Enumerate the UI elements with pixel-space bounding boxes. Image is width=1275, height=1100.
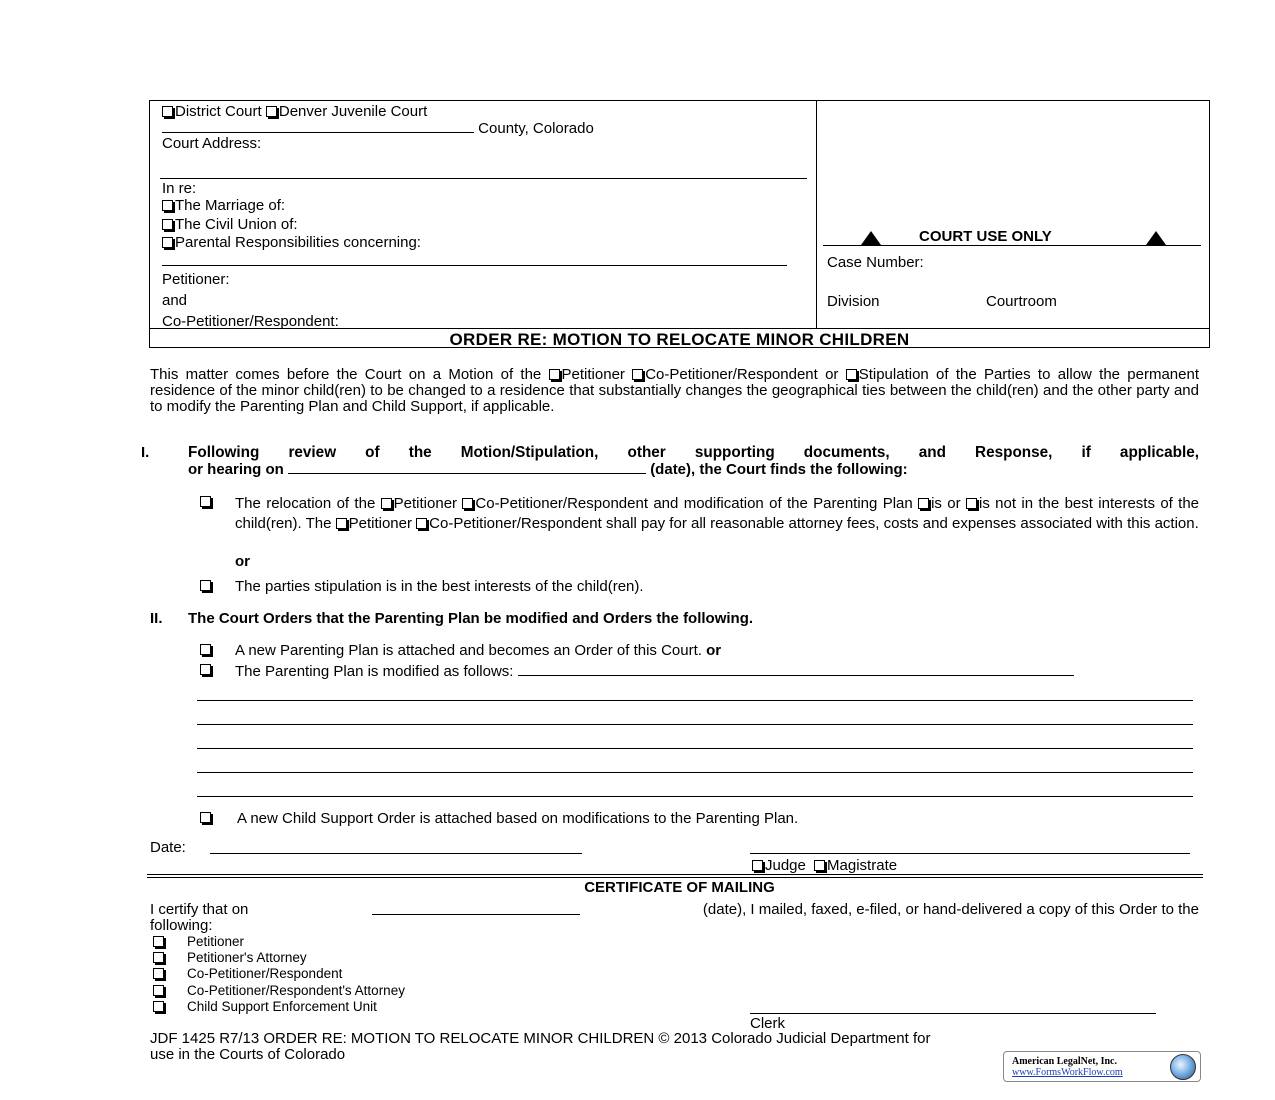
new-parenting-plan-or: or	[706, 642, 722, 659]
court-type-line	[162, 104, 427, 119]
relocation-petitioner-label: Petitioner	[393, 495, 458, 512]
parental-responsibilities-checkbox[interactable]	[162, 237, 173, 248]
fees-co-petitioner-checkbox[interactable]	[416, 518, 427, 529]
intro-co-petitioner-checkbox[interactable]	[632, 369, 643, 380]
certificate-title: CERTIFICATE OF MAILING	[584, 879, 775, 896]
marriage-label: The Marriage of:	[175, 197, 286, 214]
recipient-child-support-label: Child Support Enforcement Unit	[187, 999, 377, 1014]
new-parenting-plan-checkbox[interactable]	[200, 644, 211, 655]
section-1-numeral: I.	[141, 444, 150, 461]
county-suffix: County, Colorado	[478, 120, 594, 137]
county-blank[interactable]	[162, 120, 474, 133]
or-label: or	[235, 553, 250, 570]
relocation-petitioner-checkbox[interactable]	[381, 498, 392, 509]
mailing-date-blank[interactable]	[372, 902, 580, 915]
modified-plan-blank[interactable]	[518, 663, 1074, 676]
recipient-petitioner-attorney-checkbox[interactable]	[153, 952, 164, 963]
case-number-label: Case Number:	[827, 254, 924, 271]
finding-relocation-checkbox[interactable]	[200, 496, 211, 507]
is-not-checkbox[interactable]	[966, 498, 977, 509]
court-address-line[interactable]	[160, 178, 807, 179]
magistrate-checkbox[interactable]	[814, 860, 825, 871]
certificate-divider	[147, 874, 1203, 878]
certify-post: (date), I mailed, faxed, e-filed, or hand-delivered a copy of this Order to the	[702, 901, 1199, 918]
certify-line2: following:	[150, 917, 213, 934]
magistrate-label: Magistrate	[827, 857, 898, 874]
footer-line1: JDF 1425 R7/13 ORDER RE: MOTION TO RELOCATE MINOR CHILDREN © 2013 Colorado Judicial Department for	[150, 1030, 931, 1047]
recipient-co-petitioner-attorney	[153, 984, 405, 998]
fees-co-petitioner-label: Co-Petitioner/Respondent	[429, 515, 602, 532]
clerk-label: Clerk	[750, 1015, 786, 1032]
recipient-co-petitioner	[153, 967, 342, 981]
modification-line-2[interactable]	[197, 724, 1193, 725]
and-label: and	[162, 292, 188, 309]
petitioner-label: Petitioner:	[162, 271, 230, 288]
caption-box	[149, 100, 1210, 348]
intro-stipulation-label: Stipulation	[858, 366, 929, 383]
modified-plan-line	[235, 663, 1074, 679]
intro-petitioner-label: Petitioner	[561, 366, 625, 383]
denver-juvenile-court-checkbox[interactable]	[266, 106, 277, 117]
modification-line-5[interactable]	[197, 796, 1193, 797]
fees-petitioner-label: Petitioner	[348, 515, 412, 532]
civil-union-label: The Civil Union of:	[175, 216, 298, 233]
finding-relocation-text	[235, 494, 1199, 534]
marriage-checkbox[interactable]	[162, 200, 173, 211]
clerk-signature-line[interactable]	[750, 1013, 1156, 1014]
section-1-heading-line1: Following review of the Motion/Stipulation, other supporting documents, and Response, if applicable,	[188, 444, 1199, 461]
section-1-heading-line2	[188, 461, 908, 477]
recipient-co-petitioner-attorney-checkbox[interactable]	[153, 985, 164, 996]
recipient-petitioner-checkbox[interactable]	[153, 936, 164, 947]
footer-line2: use in the Courts of Colorado	[150, 1046, 346, 1063]
in-re-label: In re:	[162, 180, 197, 197]
modified-plan-checkbox[interactable]	[200, 664, 211, 675]
intro-stipulation-checkbox[interactable]	[846, 369, 857, 380]
new-parenting-plan-line	[235, 643, 721, 658]
judge-magistrate-line	[752, 858, 897, 873]
district-court-checkbox[interactable]	[162, 106, 173, 117]
recipient-child-support	[153, 1000, 377, 1014]
modified-plan-text: The Parenting Plan is modified as follows:	[235, 663, 514, 680]
fees-text: shall pay for all reasonable attorney fees, costs and expenses associated with this action.	[605, 515, 1199, 532]
child-support-checkbox[interactable]	[200, 812, 211, 823]
relocation-t3: Co-Petitioner/Respondent and modification of the Parenting Plan	[475, 495, 913, 512]
is-not-label: is not in the best interests of the child(ren). The	[235, 495, 1200, 532]
intro-petitioner-checkbox[interactable]	[549, 369, 560, 380]
stipulation-finding-text: The parties stipulation is in the best interests of the child(ren).	[235, 578, 644, 595]
in-re-civil-union	[162, 217, 298, 232]
caption-divider	[816, 100, 817, 329]
modification-line-3[interactable]	[197, 748, 1193, 749]
recipient-petitioner-attorney-label: Petitioner's Attorney	[187, 950, 307, 965]
district-court-label: District Court	[175, 103, 262, 120]
date-label: Date:	[150, 839, 186, 856]
intro-paragraph	[150, 367, 1199, 415]
fees-petitioner-checkbox[interactable]	[336, 518, 347, 529]
stipulation-finding-checkbox[interactable]	[200, 580, 211, 591]
judge-label: Judge	[765, 857, 806, 874]
in-re-marriage	[162, 198, 285, 213]
hearing-on-label: or hearing on	[188, 461, 284, 478]
is-checkbox[interactable]	[918, 498, 929, 509]
party-names-line[interactable]	[162, 265, 787, 266]
judge-checkbox[interactable]	[752, 860, 763, 871]
section-2-numeral: II.	[150, 610, 163, 627]
co-petitioner-label: Co-Petitioner/Respondent:	[162, 313, 339, 330]
modification-line-4[interactable]	[197, 772, 1193, 773]
recipient-petitioner-attorney	[153, 951, 307, 965]
recipient-co-petitioner-label: Co-Petitioner/Respondent	[187, 966, 343, 981]
recipient-co-petitioner-attorney-label: Co-Petitioner/Respondent's Attorney	[187, 983, 405, 998]
recipient-child-support-checkbox[interactable]	[153, 1001, 164, 1012]
recipient-petitioner	[153, 935, 244, 949]
intro-part1: This matter comes before the Court on a Motion of the	[150, 366, 542, 383]
intro-rest: of the Parties to allow the permanent residence of the minor child(ren) to be changed to a residence that substantially changes the geographical ties between the child(ren) and the other party and to modify the Parenting Plan and Child Support, if applicable.	[150, 366, 1200, 415]
recipient-co-petitioner-checkbox[interactable]	[153, 968, 164, 979]
denver-juvenile-court-label: Denver Juvenile Court	[278, 103, 428, 120]
division-label: Division	[827, 293, 880, 310]
up-triangle-right-icon	[1146, 231, 1166, 245]
date-court-finds-label: (date), the Court finds the following:	[650, 461, 908, 478]
parental-responsibilities-label: Parental Responsibilities concerning:	[175, 234, 421, 251]
section-2-heading: The Court Orders that the Parenting Plan be modified and Orders the following.	[188, 610, 754, 627]
globe-icon	[1170, 1054, 1196, 1080]
document-title: ORDER RE: MOTION TO RELOCATE MINOR CHILDREN	[449, 330, 910, 349]
is-or-label: is or	[931, 495, 961, 512]
hearing-date-blank[interactable]	[288, 461, 646, 474]
recipient-petitioner-label: Petitioner	[187, 934, 245, 949]
court-address-label: Court Address:	[162, 135, 262, 152]
child-support-text: A new Child Support Order is attached based on modifications to the Parenting Plan.	[237, 810, 799, 827]
relocation-t1: The relocation of the	[235, 495, 376, 512]
new-parenting-plan-text: A new Parenting Plan is attached and becomes an Order of this Court.	[235, 642, 702, 659]
certify-pre: I certify that on	[150, 901, 249, 918]
county-line	[162, 120, 594, 136]
court-use-only-label: COURT USE ONLY	[919, 228, 1052, 245]
american-legalnet-logo[interactable]	[1003, 1051, 1201, 1082]
logo-url[interactable]: www.FormsWorkFlow.com	[1012, 1067, 1123, 1078]
certificate-line	[150, 902, 1199, 917]
court-use-only-rule	[823, 245, 1201, 246]
intro-co-petitioner-label: Co-Petitioner/Respondent or	[645, 366, 839, 383]
modification-line-1[interactable]	[197, 700, 1193, 701]
up-triangle-left-icon	[861, 231, 881, 245]
relocation-co-petitioner-checkbox[interactable]	[462, 498, 473, 509]
date-signature-line[interactable]	[210, 853, 582, 854]
courtroom-label: Courtroom	[986, 293, 1057, 310]
civil-union-checkbox[interactable]	[162, 219, 173, 230]
logo-name: American LegalNet, Inc.	[1012, 1056, 1117, 1067]
in-re-parental	[162, 235, 421, 250]
judge-signature-line[interactable]	[750, 853, 1190, 854]
